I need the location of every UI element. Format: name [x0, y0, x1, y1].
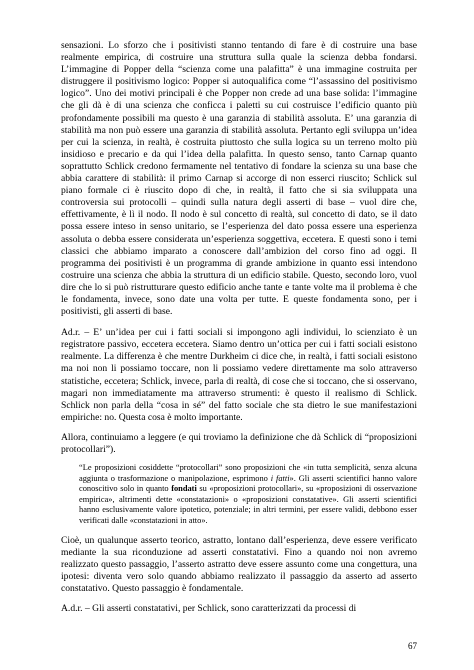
- text-column: [61, 40, 417, 615]
- quote-part-3: su «proposizioni protocollari», su «proposizioni di osservazione empirica», altrimenti dette «constatazioni» o «proposizioni constatative». Gli asserti scientifici hanno esclusivamente valore ipotetico, potenziale; in altri termini, per essere validi, debbono esser verificati dalle «constatazioni in atto».: [79, 484, 417, 526]
- page-number: 67: [408, 641, 417, 651]
- quote-bold: fondati: [171, 484, 197, 494]
- quote-part-1: “Le proposizioni cosiddette “protocollari” sono proposizioni che «in tutta semplicità, senza alcuna aggiunta o trasformazione o manipolazione, esprimono: [79, 463, 417, 483]
- paragraph-positivism: sensazioni. Lo sforzo che i positivisti stanno tentando di fare è di costruire una base realmente empirica, di costruire una struttura sulla quale la scienza debba fondarsi. L’immagine di Popper della “scienza come una palafitta” è una immagine costruita per distruggere il positivismo logico: Popper si autoqualifica come “l’assassino del positivismo logico”. Uno dei motivi principali è che Popper non crede ad una base solida: l’immagine che gli dà è di una scienza che conficca i paletti su cui costruisce l’edificio quanto più profondamente possibili ma questo è una garanzia di stabilità assoluta. E’ una garanzia di stabilità ma non può essere una garanzia di stabilità assoluta. Pertanto egli sviluppa un’idea per cui la scienza, in realtà, è costruita piuttosto che sulla logica su un terreno molto più insidioso e precario e da qui l’idea della palafitta. In questo senso, tanto Carnap quanto soprattutto Schlick credono fermamente nel tentativo di fondare la scienza su una base che abbia carattere di stabilità: il primo Carnap si accorge di non esserci riuscito; Schlick sul piano formale ci è riuscito dopo di che, in realtà, il fatto che si sia sviluppata una controversia sui protocolli – quindi sulla natura degli asserti di base – vuol dire che, effettivamente, è lì il nodo. Il nodo è sul concetto di realtà, sul concetto di dato, se il dato possa essere inteso in senso unitario, se l’esperienza del dato possa essere una esperienza assoluta o debba essere considerata un’esperienza soggettiva, eccetera. E questi sono i temi classici che abbiamo imparato a conoscere dall’ambizion del corso fino ad oggi. Il programma dei positivisti è un programma di grande ambizione in quanto essi intendono costruire una scienza che abbia la struttura di un edificio stabile. Questo, secondo loro, vuol dire che lo si può ristrutturare questo edificio anche tante e tante volte ma il problema è che le fondamenta, invece, sono date una volta per tutte. E queste fondamenta sono, per i positivisti, gli asserti di base.: [61, 40, 417, 318]
- quote-part-2: ». Gli asserti scientifici hanno valore conoscitivo solo in quanto: [79, 473, 417, 494]
- paragraph-constative: A.d.r. – Gli asserti constatativi, per Schlick, sono caratterizzati da processi di: [61, 603, 357, 615]
- paragraph-durkheim-schlick: Ad.r. – E’ un’idea per cui i fatti sociali si impongono agli individui, lo scienziato è un registratore passivo, eccetera eccetera. Siamo dentro un’ottica per cui i fatti sociali esistono realmente. La differenza è che mentre Durkheim ci dice che, in realtà, i fatti sociali esistono ma noi non li possiamo toccare, non li possiamo vedere direttamente ma solo attraverso statistiche, eccetera; Schlick, invece, parla di realtà, di cose che si toccano, che si osservano, magari non immediatamente ma attraverso strumenti: è questo il realismo di Schlick. Schlick non parla della “cosa in sé” del fatto sociale che sta dietro le sue manifestazioni empiriche: no. Questa cosa è molto importante.: [61, 327, 417, 423]
- paragraph-verification: Cioè, un qualunque asserto teorico, astratto, lontano dall’esperienza, deve essere verificato mediante la sua riconduzione ad asserti constatativi. Fino a quando noi non avremo realizzato questo passaggio, l’asserto astratto deve essere assunto come una congettura, una ipotesi: diventa vero solo quando abbiamo realizzato il passaggio da asserto ad asserto constatativo. Questo passaggio è fondamentale.: [61, 534, 417, 595]
- quote-italic: i fatti: [270, 473, 290, 483]
- paragraph-continue-reading: Allora, continuiamo a leggere (e qui troviamo la definizione che dà Schlick di “proposizioni protocollari”).: [61, 431, 417, 455]
- schlick-quote: [79, 463, 417, 527]
